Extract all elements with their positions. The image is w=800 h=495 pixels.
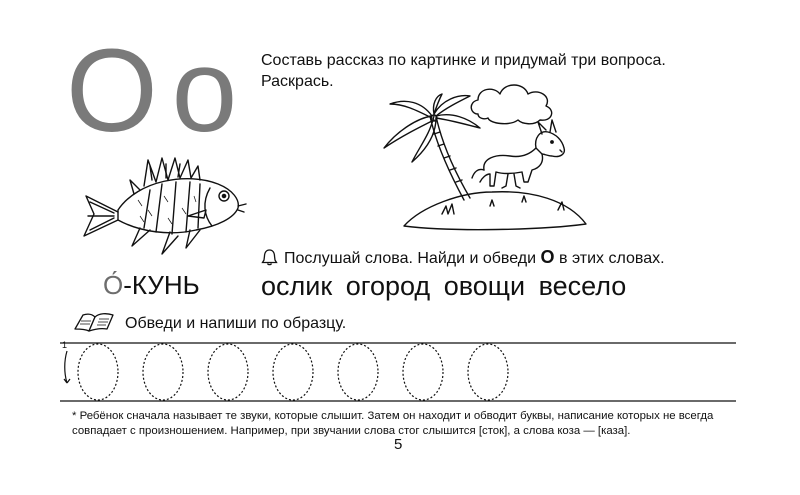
example-word [103, 270, 200, 301]
traced-oval [143, 344, 183, 400]
word-item[interactable]: овощи [443, 271, 526, 301]
target-letter: О [540, 247, 555, 267]
traced-oval [208, 344, 248, 400]
footnote: * Ребёнок сначала называет те звуки, которые слышит. Затем он находит и обводит буквы, написание которых не всегда совпадает с произношением. Например, при звучании слова стог слышится [сток], а слова коза — [каза]. [72, 410, 714, 437]
page-number: 5 [394, 436, 403, 453]
bell-icon [261, 249, 278, 266]
island-donkey-palm-illustration [372, 74, 612, 234]
word-item[interactable]: огород [345, 271, 431, 301]
open-book-icon [73, 311, 115, 333]
example-word-rest: -КУНЬ [123, 270, 200, 300]
traced-oval [338, 344, 378, 400]
traced-oval [78, 344, 118, 400]
word-list [261, 271, 626, 302]
word-item[interactable]: весело [538, 271, 627, 301]
task-find-letter-instruction [261, 247, 731, 268]
start-arrow [64, 351, 70, 383]
letter-heading [66, 25, 240, 157]
word-item[interactable]: ослик [261, 271, 333, 301]
task-find-letter-text: Послушай слова. Найди и обведи [284, 250, 537, 267]
task-trace-instruction: Обведи и напиши по образцу. [125, 315, 347, 332]
traced-oval [273, 344, 313, 400]
traced-oval [403, 344, 443, 400]
task-story-instruction: Составь рассказ по картинке и придумай три вопроса. Раскрась. [261, 52, 666, 90]
small-letter: о [171, 25, 240, 157]
traced-oval [468, 344, 508, 400]
perch-fish-illustration [78, 150, 248, 265]
handwriting-practice-line[interactable] [60, 337, 740, 407]
accented-letter: О́ [103, 270, 124, 300]
start-marker: 1 [62, 340, 68, 350]
capital-letter: О [66, 25, 160, 157]
task-find-letter-text-end: в этих словах. [559, 250, 665, 267]
